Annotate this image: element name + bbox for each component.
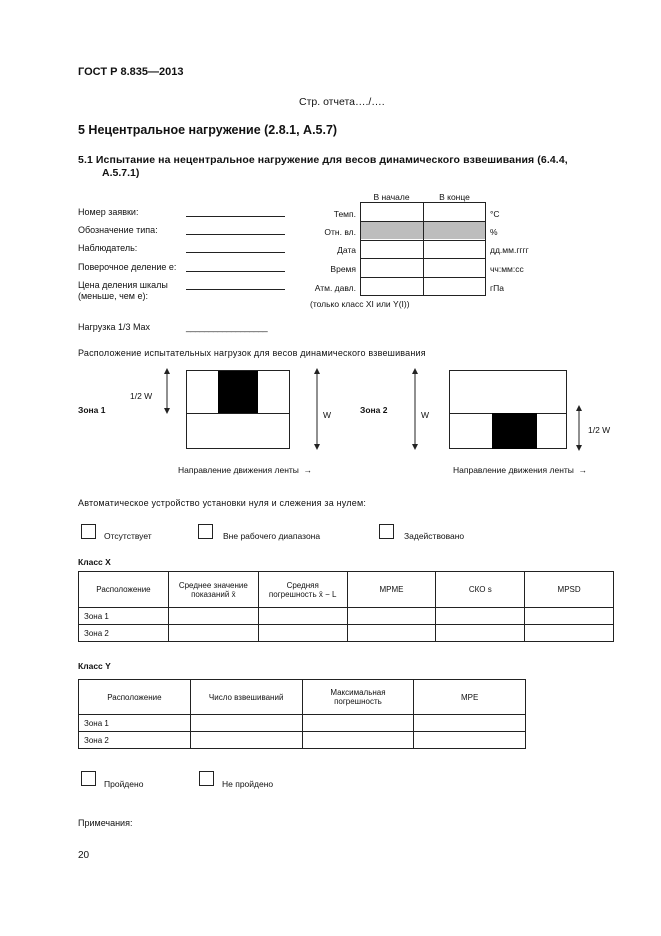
- class-y-header-max-error-l1: Максимальная: [330, 688, 386, 697]
- field-label-type: Обозначение типа:: [78, 225, 158, 235]
- conditions-grid: [360, 202, 486, 296]
- zone1-test-load: [218, 371, 258, 413]
- report-page: Стр. отчета…./….: [299, 96, 385, 108]
- field-line-type[interactable]: [186, 234, 285, 235]
- zone2-w-label: W: [421, 410, 430, 420]
- table-cell[interactable]: [168, 625, 258, 642]
- cond-unit-temp: °C: [490, 209, 500, 219]
- table-cell[interactable]: [258, 625, 347, 642]
- class-x-header-error: [258, 572, 347, 608]
- table-cell[interactable]: [414, 715, 526, 732]
- class-y-title: Класс Y: [78, 661, 111, 671]
- class-x-row-zone2: Зона 2: [79, 625, 169, 642]
- class-y-row-zone1: Зона 1: [79, 715, 191, 732]
- zone2-label: Зона 2: [360, 405, 388, 415]
- humidity-start-shaded: [361, 222, 423, 239]
- class-x-header-mean-l2: показаний x̄: [191, 589, 236, 599]
- class-y-header-mpe: MPE: [414, 680, 526, 715]
- class-x-header-mpme: MPME: [347, 572, 436, 608]
- table-cell[interactable]: [302, 732, 414, 749]
- cond-label-date: Дата: [337, 245, 356, 255]
- cond-unit-pressure: гПа: [490, 283, 504, 293]
- cond-label-time: Время: [330, 264, 356, 274]
- class-x-header-error-l1: Средняя: [286, 580, 319, 590]
- zone2-half-w-label: 1/2 W: [588, 425, 611, 435]
- option-passed: Пройдено: [104, 779, 144, 789]
- table-cell[interactable]: [436, 625, 525, 642]
- col-end-header: В конце: [439, 192, 470, 202]
- subsection-title-line2: А.5.7.1): [102, 167, 140, 179]
- class-y-row-zone2: Зона 2: [79, 732, 191, 749]
- cond-unit-humidity: %: [490, 227, 498, 237]
- class-x-header-mean-l1: Среднее значение: [178, 580, 248, 590]
- checkbox-engaged[interactable]: [379, 524, 394, 539]
- zone1-half-w-label: 1/2 W: [130, 391, 153, 401]
- table-cell[interactable]: [525, 625, 614, 642]
- zero-device-title: Автоматическое устройство установки нуля и слежения за нулем:: [78, 498, 367, 508]
- class-x-table: [78, 571, 614, 642]
- zone2-direction-text: Направление движения ленты: [453, 465, 574, 475]
- layout-title: Расположение испытательных нагрузок для весов динамического взвешивания: [78, 348, 426, 358]
- table-cell[interactable]: [168, 608, 258, 625]
- field-label-request-number: Номер заявки:: [78, 207, 139, 217]
- field-label-verification-division: Поверочное деление e:: [78, 262, 177, 272]
- class-y-header-count: Число взвешиваний: [190, 680, 302, 715]
- load-label: Нагрузка 1/3 Max: [78, 322, 150, 332]
- class-x-row-zone1: Зона 1: [79, 608, 169, 625]
- option-absent: Отсутствует: [104, 531, 152, 541]
- zone2-direction: [453, 465, 587, 475]
- zone1-w-arrow: [310, 368, 324, 450]
- subsection-title-line1: 5.1 Испытание на нецентральное нагружение для весов динамического взвешивания (6.4.4,: [78, 154, 568, 166]
- option-engaged: Задействовано: [404, 531, 465, 541]
- col-start-header: В начале: [373, 192, 410, 202]
- zone1-direction-text: Направление движения ленты: [178, 465, 299, 475]
- conditions-note: (только класс XI или Y(I)): [310, 299, 410, 309]
- zone2-w-arrow: [408, 368, 422, 450]
- class-x-header-mpsd: MPSD: [525, 572, 614, 608]
- table-cell[interactable]: [347, 608, 436, 625]
- zone2-half-w-arrow: [572, 405, 586, 451]
- table-cell[interactable]: [190, 732, 302, 749]
- class-x-title: Класс X: [78, 557, 111, 567]
- field-label-scale-interval-note: (меньше, чем e):: [78, 291, 148, 301]
- field-line-observer[interactable]: [186, 252, 285, 253]
- zone2-belt: [449, 370, 567, 449]
- option-failed: Не пройдено: [222, 779, 274, 789]
- table-cell[interactable]: [302, 715, 414, 732]
- section-title: 5 Нецентральное нагружение (2.8.1, А.5.7): [78, 123, 338, 137]
- zone1-w-label: W: [323, 410, 332, 420]
- cond-label-pressure: Атм. давл.: [314, 283, 356, 293]
- field-line-request-number[interactable]: [186, 216, 285, 217]
- field-label-scale-interval: Цена деления шкалы: [78, 280, 168, 290]
- table-cell[interactable]: [190, 715, 302, 732]
- checkbox-passed[interactable]: [81, 771, 96, 786]
- checkbox-absent[interactable]: [81, 524, 96, 539]
- table-cell[interactable]: [347, 625, 436, 642]
- cond-label-humidity: Отн. вл.: [324, 227, 356, 237]
- class-y-header-max-error-l2: погрешность: [334, 697, 382, 706]
- zone2-test-load: [492, 413, 537, 449]
- field-line-verification-division[interactable]: [186, 271, 285, 272]
- table-cell[interactable]: [436, 608, 525, 625]
- field-line-scale-interval[interactable]: [186, 289, 285, 290]
- class-x-header-sko: СКО s: [436, 572, 525, 608]
- class-x-header-error-l2: погрешность x̄ − L: [268, 589, 337, 599]
- class-y-table: [78, 679, 526, 749]
- humidity-end-shaded: [424, 222, 485, 239]
- load-line[interactable]: __________________: [186, 322, 268, 332]
- zone1-label: Зона 1: [78, 405, 106, 415]
- cond-label-temp: Темп.: [333, 209, 356, 219]
- option-out-of-range: Вне рабочего диапазона: [223, 531, 321, 541]
- class-x-header-mean: [168, 572, 258, 608]
- zone1-direction: [178, 465, 312, 475]
- page-number: 20: [78, 850, 90, 861]
- class-x-header-location: Расположение: [79, 572, 169, 608]
- arrow-right-icon: →: [301, 465, 313, 475]
- checkbox-failed[interactable]: [199, 771, 214, 786]
- notes-label: Примечания:: [78, 818, 133, 828]
- table-cell[interactable]: [258, 608, 347, 625]
- table-cell[interactable]: [525, 608, 614, 625]
- field-label-observer: Наблюдатель:: [78, 243, 138, 253]
- standard-code: ГОСТ Р 8.835—2013: [78, 66, 184, 78]
- arrow-right-icon: →: [576, 465, 588, 475]
- table-cell[interactable]: [414, 732, 526, 749]
- zone1-belt: [186, 370, 290, 449]
- class-y-header-location: Расположение: [79, 680, 191, 715]
- zone1-half-w-arrow: [160, 368, 174, 414]
- cond-unit-time: чч:мм:сс: [490, 264, 524, 274]
- class-y-header-max-error: [302, 680, 414, 715]
- checkbox-out-of-range[interactable]: [198, 524, 213, 539]
- cond-unit-date: дд.мм.гггг: [490, 245, 529, 255]
